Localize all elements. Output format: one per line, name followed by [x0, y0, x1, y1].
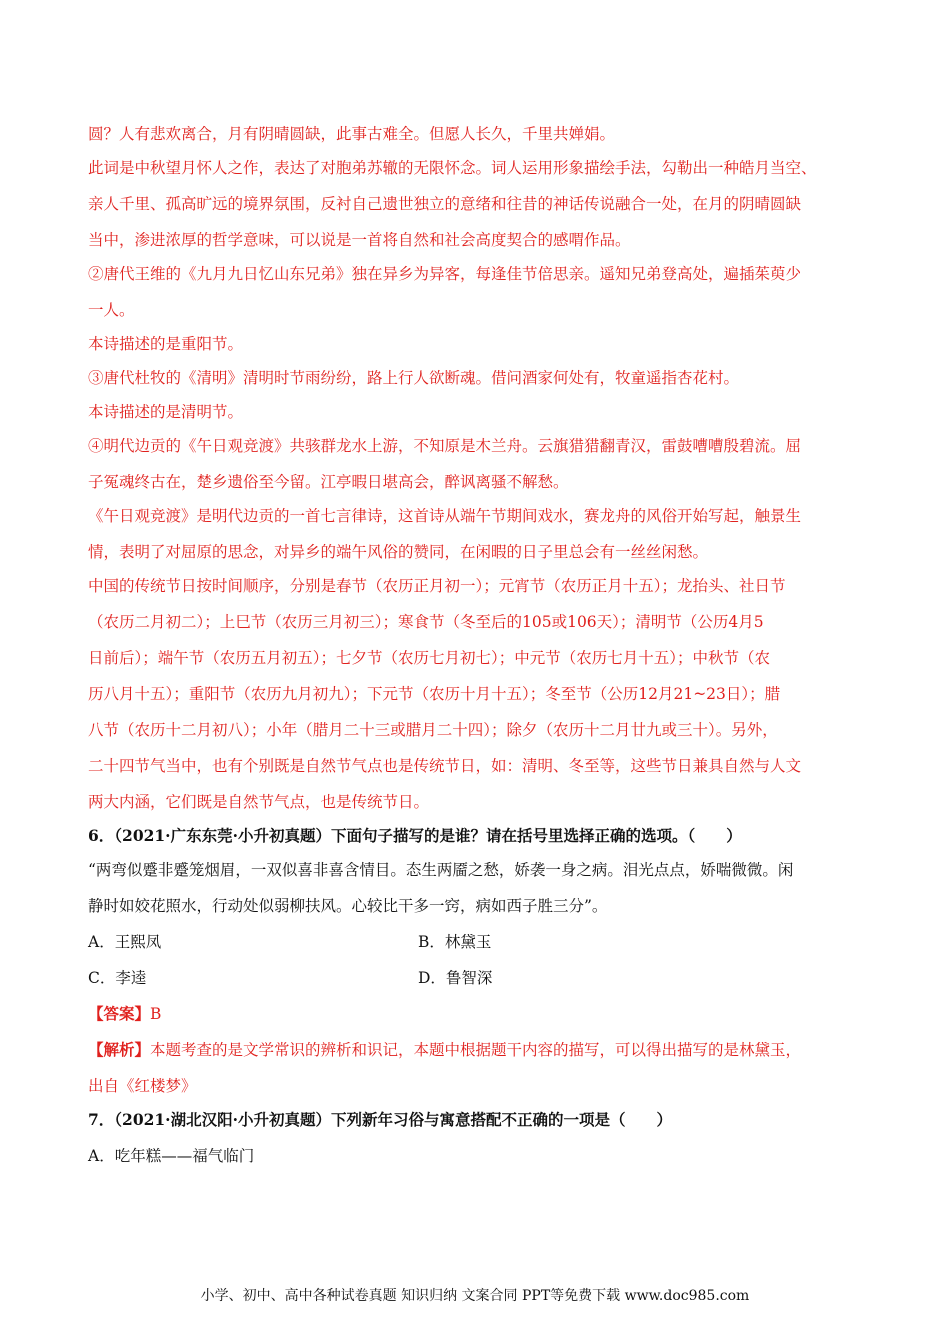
- question-6-title: 6．（2021·广东东莞·小升初真题）下面句子描写的是谁？请在括号里选择正确的选项。（ ）: [88, 826, 742, 845]
- festivals-line-4: 历八月十五）；重阳节（农历九月初九）；下元节（农历十月十五）；冬至节（公历12月21~23日）；腊: [88, 685, 781, 703]
- option-b: B．林黛玉: [418, 933, 492, 951]
- question-7-option-a: A．吃年糕——福气临门: [88, 1147, 255, 1165]
- question-6-quote-line-1: “两弯似蹙非蹙笼烟眉，一双似喜非喜含情目。态生两靥之愁，娇袭一身之病。泪光点点，娇喘微微。闲: [88, 861, 794, 879]
- analysis-4-line-1: 《午日观竞渡》是明代边贡的一首七言律诗，这首诗从端午节期间戏水，赛龙舟的风俗开始写起，触景生: [88, 507, 802, 525]
- festivals-line-1: 中国的传统节日按时间顺序，分别是春节（农历正月初一）；元宵节（农历正月十五）；龙抬头、社日节: [88, 577, 786, 595]
- option-c: C．李逵: [88, 969, 147, 987]
- analysis-1-line-3: 当中，渗进浓厚的哲学意味，可以说是一首将自然和社会高度契合的感喟作品。: [88, 231, 631, 249]
- festivals-line-7: 两大内涵，它们既是自然节气点，也是传统节日。: [88, 793, 430, 811]
- poem-1-ending: 圆？人有悲欢离合，月有阴晴圆缺，此事古难全。但愿人长久，千里共婵娟。: [88, 125, 616, 143]
- festivals-line-5: 八节（农历十二月初八）；小年（腊月二十三或腊月二十四）；除夕（农历十二月廿九或三十）。另外，: [88, 721, 778, 739]
- note-3: 本诗描述的是清明节。: [88, 403, 244, 421]
- page-content: [88, 124, 868, 1166]
- festivals-line-6: 二十四节气当中，也有个别既是自然节气点也是传统节日，如：清明、冬至等，这些节日兼具自然与人文: [88, 757, 802, 775]
- festivals-line-2: （农历二月初二）；上巳节（农历三月初三）；寒食节（冬至后的105或106天）；清明节（公历4月5: [88, 613, 764, 631]
- analysis-1-line-1: 此词是中秋望月怀人之作，表达了对胞弟苏辙的无限怀念。词人运用形象描绘手法，勾勒出一种皓月当空、: [88, 159, 817, 177]
- question-6-analysis-line-1: [88, 1040, 868, 1060]
- option-a: A．王熙凤: [88, 933, 162, 951]
- poem-4-line-2: 子冤魂终古在，楚乡遗俗至今留。江亭暇日堪高会，醉讽离骚不解愁。: [88, 473, 569, 491]
- question-6-quote-line-2: 静时如姣花照水，行动处似弱柳扶风。心较比干多一窍，病如西子胜三分”。: [88, 897, 608, 915]
- analysis-1-line-2: 亲人千里、孤高旷远的境界氛围，反衬自己遗世独立的意绪和往昔的神话传说融合一处，在月的阴晴圆缺: [88, 195, 802, 213]
- answer-value: B: [150, 1005, 162, 1023]
- poem-4-line-1: ④明代边贡的《午日观竞渡》共骇群龙水上游，不知原是木兰舟。云旗猎猎翻青汉，雷鼓嘈嘈殷碧流。屈: [88, 437, 802, 455]
- answer-tag: 【答案】: [88, 1004, 151, 1023]
- question-6-analysis-line-2: 出自《红楼梦》: [88, 1077, 197, 1095]
- question-6-answer: [88, 1004, 868, 1024]
- poem-2-line-1: ②唐代王维的《九月九日忆山东兄弟》独在异乡为异客，每逢佳节倍思亲。遥知兄弟登高处，遍插茱萸少: [88, 265, 802, 283]
- festivals-line-3: 日前后）；端午节（农历五月初五）；七夕节（农历七月初七）；中元节（农历七月十五）；中秋节（农: [88, 649, 771, 667]
- analysis-text: 本题考查的是文学常识的辨析和识记，本题中根据题干内容的描写，可以得出描写的是林黛玉，: [150, 1041, 802, 1059]
- question-6-options-row-2: [88, 968, 868, 988]
- poem-3: ③唐代杜牧的《清明》清明时节雨纷纷，路上行人欲断魂。借问酒家何处有，牧童遥指杏花村。: [88, 369, 740, 387]
- option-d: D．鲁智深: [418, 969, 493, 987]
- poem-2-line-2: 一人。: [88, 301, 135, 319]
- question-7-title: 7．（2021·湖北汉阳·小升初真题）下列新年习俗与寓意搭配不正确的一项是（ ）: [88, 1110, 672, 1129]
- page-footer: 小学、初中、高中各种试卷真题 知识归纳 文案合同 PPT等免费下载 www.doc985.com: [200, 1288, 750, 1304]
- analysis-tag: 【解析】: [88, 1040, 151, 1059]
- question-6-options-row-1: [88, 932, 868, 952]
- note-2: 本诗描述的是重阳节。: [88, 335, 244, 353]
- analysis-4-line-2: 情，表明了对屈原的思念，对异乡的端午风俗的赞同，在闲暇的日子里总会有一丝丝闲愁。: [88, 543, 709, 561]
